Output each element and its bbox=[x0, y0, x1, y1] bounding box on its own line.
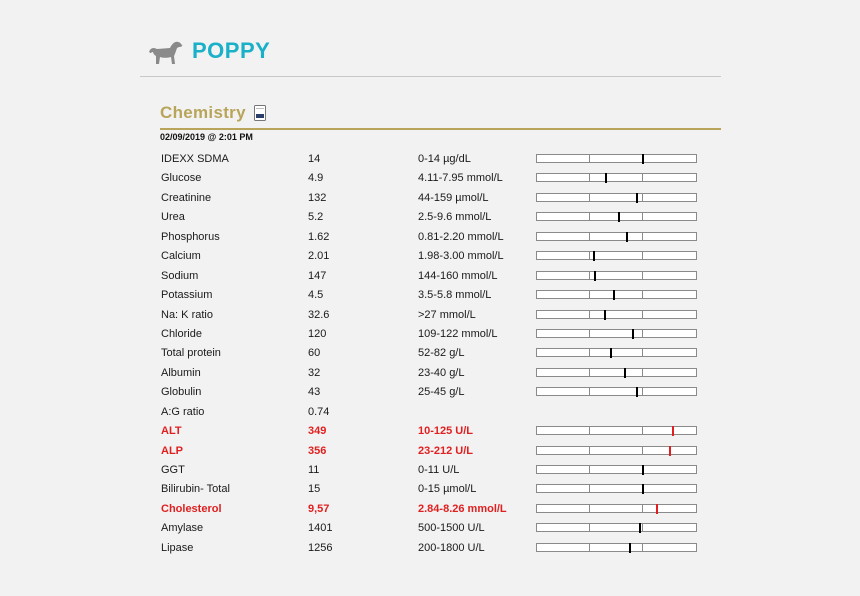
result-row bbox=[160, 169, 721, 188]
range-bar-divider bbox=[589, 272, 590, 279]
test-value: 356 bbox=[308, 444, 327, 457]
pet-name: POPPY bbox=[192, 38, 271, 63]
test-name: Chloride bbox=[161, 327, 202, 340]
range-bar bbox=[536, 446, 697, 455]
range-bar bbox=[536, 212, 697, 221]
range-bar-divider bbox=[642, 427, 643, 434]
range-bar-divider bbox=[642, 272, 643, 279]
result-marker bbox=[618, 212, 620, 222]
result-row bbox=[160, 383, 721, 402]
reference-range: 200-1800 U/L bbox=[418, 541, 485, 554]
test-name: Potassium bbox=[161, 289, 213, 302]
range-bar bbox=[536, 271, 697, 280]
test-value: 14 bbox=[308, 153, 321, 165]
range-bar-divider bbox=[642, 311, 643, 318]
range-bar-divider bbox=[642, 349, 643, 356]
test-name: Glucose bbox=[161, 172, 202, 185]
test-name: Sodium bbox=[161, 269, 199, 282]
range-bar-divider bbox=[642, 291, 643, 298]
reference-range: 0-15 µmol/L bbox=[418, 483, 477, 496]
range-bar-divider bbox=[642, 524, 643, 531]
range-bar-divider bbox=[589, 466, 590, 473]
result-marker bbox=[642, 465, 644, 475]
test-name: ALP bbox=[161, 444, 183, 457]
range-bar bbox=[536, 543, 697, 552]
result-row bbox=[160, 442, 721, 461]
reference-range: 3.5-5.8 mmol/L bbox=[418, 289, 492, 302]
result-marker bbox=[605, 173, 607, 183]
test-name: GGT bbox=[161, 464, 185, 476]
test-value: 1.62 bbox=[308, 230, 330, 243]
result-row bbox=[160, 208, 721, 227]
test-name: Total protein bbox=[161, 347, 221, 360]
test-value: 32 bbox=[308, 366, 321, 379]
result-marker bbox=[642, 154, 644, 164]
test-value: 4.9 bbox=[308, 172, 324, 185]
range-bar-divider bbox=[589, 505, 590, 512]
test-name: Bilirubin- Total bbox=[161, 483, 230, 496]
range-bar-divider bbox=[589, 349, 590, 356]
range-bar-divider bbox=[589, 252, 590, 259]
range-bar bbox=[536, 310, 697, 319]
range-bar bbox=[536, 523, 697, 532]
test-value: 5.2 bbox=[308, 211, 324, 224]
result-row bbox=[160, 267, 721, 286]
range-bar bbox=[536, 368, 697, 377]
result-marker bbox=[610, 348, 612, 358]
range-bar bbox=[536, 290, 697, 299]
result-marker bbox=[639, 523, 641, 533]
test-value: 0.74 bbox=[308, 405, 330, 418]
test-value: 11 bbox=[308, 464, 320, 476]
range-bar bbox=[536, 465, 697, 474]
result-marker bbox=[636, 193, 638, 203]
range-bar-divider bbox=[589, 485, 590, 492]
result-marker bbox=[604, 310, 606, 320]
range-bar-divider bbox=[589, 155, 590, 162]
reference-range: 25-45 g/L bbox=[418, 386, 465, 399]
test-value: 120 bbox=[308, 327, 327, 340]
result-marker bbox=[626, 232, 628, 242]
result-marker bbox=[632, 329, 634, 339]
result-row bbox=[160, 461, 721, 480]
result-marker bbox=[624, 368, 626, 378]
range-bar bbox=[536, 348, 697, 357]
test-name: Creatinine bbox=[161, 191, 212, 204]
range-bar bbox=[536, 193, 697, 202]
test-name: Phosphorus bbox=[161, 230, 220, 243]
range-bar-divider bbox=[642, 252, 643, 259]
result-marker bbox=[669, 446, 671, 456]
test-value: 4.5 bbox=[308, 289, 324, 302]
range-bar bbox=[536, 251, 697, 260]
reference-range: 10-125 U/L bbox=[418, 425, 474, 438]
reference-range: 1.98-3.00 mmol/L bbox=[418, 250, 504, 263]
test-name: IDEXX SDMA bbox=[161, 153, 229, 165]
range-bar-divider bbox=[589, 194, 590, 201]
result-row bbox=[160, 364, 721, 383]
result-date: 02/09/2019 @ 2:01 PM bbox=[160, 132, 253, 142]
result-row bbox=[160, 228, 721, 247]
range-bar-divider bbox=[642, 174, 643, 181]
result-marker bbox=[642, 484, 644, 494]
result-marker bbox=[636, 387, 638, 397]
reference-range: 0-11 U/L bbox=[418, 464, 460, 476]
test-cartridge-icon bbox=[254, 105, 266, 121]
range-bar-divider bbox=[589, 213, 590, 220]
test-value: 60 bbox=[308, 347, 321, 360]
range-bar bbox=[536, 329, 697, 338]
result-row bbox=[160, 539, 721, 558]
test-name: Amylase bbox=[161, 522, 204, 535]
reference-range: 109-122 mmol/L bbox=[418, 327, 498, 340]
test-value: 147 bbox=[308, 269, 327, 282]
test-name: Urea bbox=[161, 211, 185, 224]
result-row bbox=[160, 344, 721, 363]
range-bar-divider bbox=[589, 544, 590, 551]
dog-icon bbox=[148, 36, 184, 66]
result-marker bbox=[672, 426, 674, 436]
range-bar bbox=[536, 504, 697, 513]
test-name: Globulin bbox=[161, 386, 202, 399]
result-row bbox=[160, 325, 721, 344]
reference-range: 44-159 µmol/L bbox=[418, 191, 489, 204]
test-name: Lipase bbox=[161, 541, 194, 554]
test-name: ALT bbox=[161, 425, 182, 438]
result-row bbox=[160, 189, 721, 208]
range-bar-divider bbox=[642, 369, 643, 376]
reference-range: 23-40 g/L bbox=[418, 366, 465, 379]
test-value: 9,57 bbox=[308, 502, 330, 515]
reference-range: 2.5-9.6 mmol/L bbox=[418, 211, 492, 224]
section-header-chemistry bbox=[160, 98, 721, 130]
range-bar-divider bbox=[589, 369, 590, 376]
section-title: Chemistry bbox=[160, 103, 246, 122]
result-row bbox=[160, 480, 721, 499]
patient-header bbox=[140, 34, 721, 77]
test-value: 32.6 bbox=[308, 308, 330, 321]
range-bar-divider bbox=[589, 291, 590, 298]
range-bar-divider bbox=[589, 330, 590, 337]
range-bar bbox=[536, 154, 697, 163]
result-marker bbox=[613, 290, 615, 300]
range-bar bbox=[536, 387, 697, 396]
result-row bbox=[160, 500, 721, 519]
reference-range: 2.84-8.26 mmol/L bbox=[418, 502, 507, 515]
result-marker bbox=[656, 504, 658, 514]
reference-range: >27 mmol/L bbox=[418, 308, 476, 321]
range-bar-divider bbox=[589, 447, 590, 454]
reference-range: 4.11-7.95 mmol/L bbox=[418, 172, 503, 185]
range-bar bbox=[536, 484, 697, 493]
test-value: 43 bbox=[308, 386, 321, 399]
reference-range: 500-1500 U/L bbox=[418, 522, 485, 535]
result-marker bbox=[593, 251, 595, 261]
test-name: A:G ratio bbox=[161, 405, 205, 418]
range-bar bbox=[536, 426, 697, 435]
test-value: 15 bbox=[308, 483, 321, 496]
result-row bbox=[160, 422, 721, 441]
range-bar-divider bbox=[589, 524, 590, 531]
range-bar-divider bbox=[589, 388, 590, 395]
range-bar-divider bbox=[642, 388, 643, 395]
range-bar-divider bbox=[589, 427, 590, 434]
result-marker bbox=[594, 271, 596, 281]
reference-range: 0-14 µg/dL bbox=[418, 153, 471, 165]
test-name: Calcium bbox=[161, 250, 201, 263]
range-bar-divider bbox=[642, 213, 643, 220]
test-value: 132 bbox=[308, 191, 327, 204]
range-bar-divider bbox=[642, 194, 643, 201]
result-row bbox=[160, 306, 721, 325]
test-value: 1256 bbox=[308, 541, 333, 554]
result-row bbox=[160, 286, 721, 305]
reference-range: 23-212 U/L bbox=[418, 444, 474, 457]
range-bar-divider bbox=[589, 233, 590, 240]
result-marker bbox=[629, 543, 631, 553]
test-name: Na: K ratio bbox=[161, 308, 213, 321]
test-name: Cholesterol bbox=[161, 502, 222, 515]
result-row bbox=[160, 247, 721, 266]
test-value: 349 bbox=[308, 425, 327, 438]
range-bar-divider bbox=[642, 447, 643, 454]
range-bar bbox=[536, 232, 697, 241]
range-bar-divider bbox=[642, 330, 643, 337]
reference-range: 0.81-2.20 mmol/L bbox=[418, 230, 504, 243]
test-value: 2.01 bbox=[308, 250, 330, 263]
test-value: 1401 bbox=[308, 522, 333, 535]
result-row bbox=[160, 519, 721, 538]
range-bar bbox=[536, 173, 697, 182]
range-bar-divider bbox=[589, 174, 590, 181]
test-name: Albumin bbox=[161, 366, 201, 379]
range-bar-divider bbox=[642, 544, 643, 551]
range-bar-divider bbox=[642, 505, 643, 512]
reference-range: 144-160 mmol/L bbox=[418, 269, 498, 282]
results-table bbox=[160, 150, 721, 558]
result-row bbox=[160, 150, 721, 169]
reference-range: 52-82 g/L bbox=[418, 347, 465, 360]
range-bar-divider bbox=[642, 233, 643, 240]
range-bar-divider bbox=[589, 311, 590, 318]
result-row bbox=[160, 403, 721, 422]
